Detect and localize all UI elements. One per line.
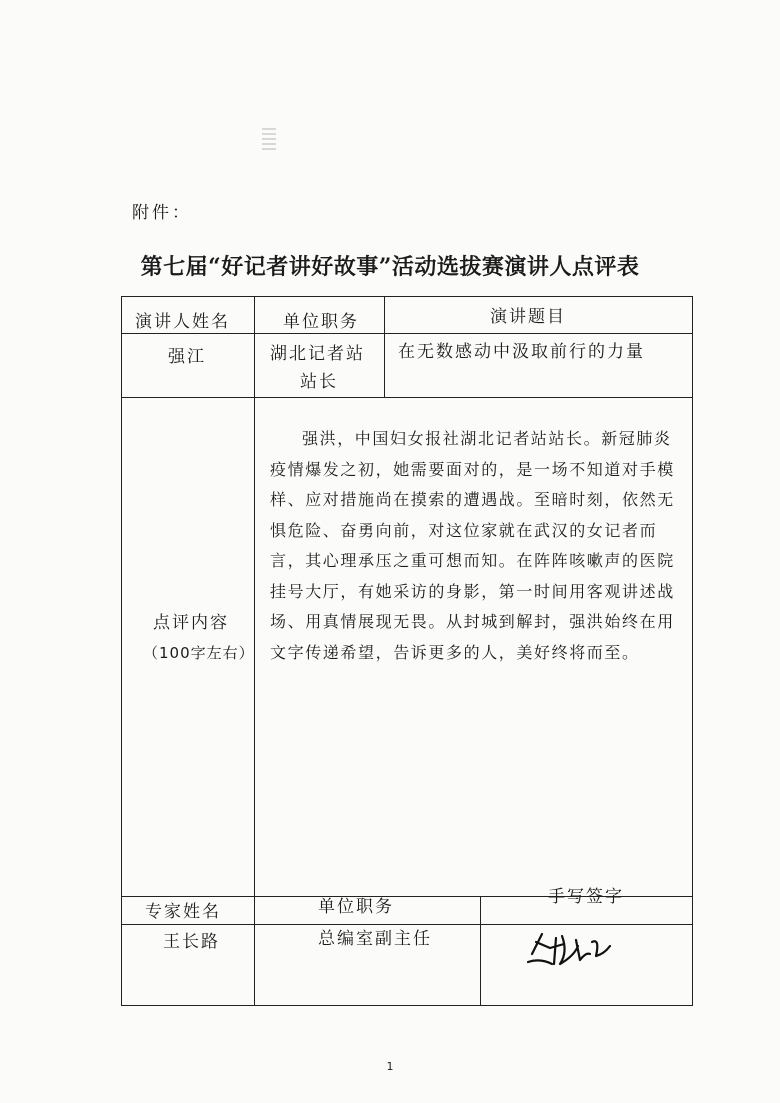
comment-note: （100字左右） <box>143 644 255 662</box>
expert-name-header: 专家姓名 <box>145 902 221 922</box>
expert-unit-header: 单位职务 <box>318 897 394 917</box>
attachment-label: 附件： <box>132 203 192 223</box>
comment-text: 强洪，中国妇女报社湖北记者站站长。新冠肺炎疫情爆发之初，她需要面对的，是一场不知道对手模样、应对措施尚在摸索的遭遇战。至暗时刻，依然无惧危险、奋勇向前，对这位家就在武汉的女记者而言，其心理承压之重可想而知。在阵阵咳嗽声的医院挂号大厅，有她采访的身影，第一时间用客观讲述战场、用真情展现无畏。从封城到解封，强洪始终在用文字传递希望，告诉更多的人，美好终将而至。 <box>270 429 675 662</box>
signature-header: 手写签字 <box>548 887 624 907</box>
expert-name: 王长路 <box>163 932 220 952</box>
speaker-unit-line1: 湖北记者站 <box>270 344 365 364</box>
speaker-name-header: 演讲人姓名 <box>135 312 230 332</box>
speech-topic-header: 演讲题目 <box>490 307 566 327</box>
row-divider <box>121 397 693 398</box>
unit-position-header: 单位职务 <box>283 312 359 332</box>
page-number: 1 <box>386 1060 394 1073</box>
expert-position: 总编室副主任 <box>318 929 432 949</box>
speech-topic: 在无数感动中汲取前行的力量 <box>398 342 645 362</box>
speaker-unit-line2: 站长 <box>300 372 338 392</box>
handwritten-signature <box>520 918 630 976</box>
comment-label: 点评内容 <box>153 613 229 633</box>
form-title: 第七届“好记者讲好故事”活动选拔赛演讲人点评表 <box>140 254 640 280</box>
column-divider <box>480 896 481 1006</box>
speaker-name: 强江 <box>168 347 206 367</box>
scan-mark <box>262 128 276 150</box>
column-divider <box>384 296 385 397</box>
